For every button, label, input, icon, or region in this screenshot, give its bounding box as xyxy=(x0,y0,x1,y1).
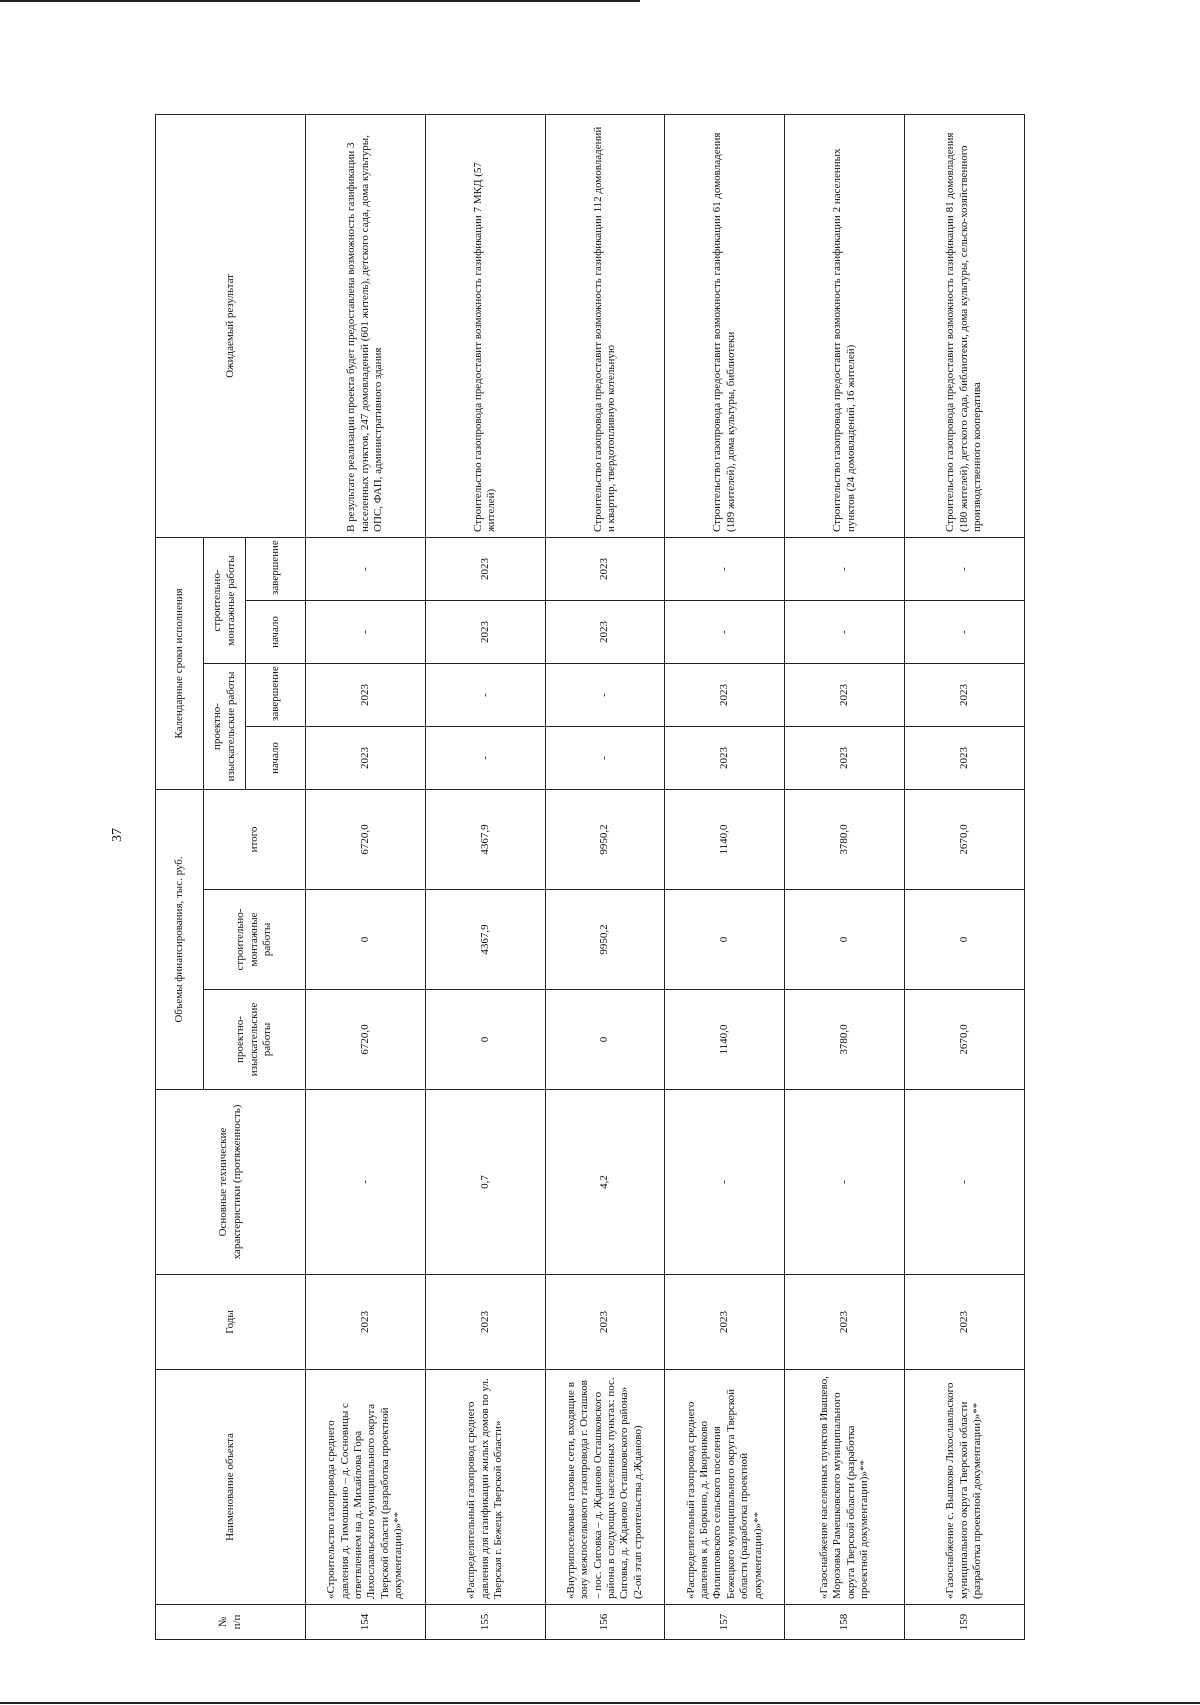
cell-years: 2023 xyxy=(665,1275,785,1370)
cell-fin-total: 9950,2 xyxy=(545,790,665,890)
header-result: Ожидаемый результат xyxy=(156,114,306,537)
header-smr-end: завершение xyxy=(246,537,306,600)
cell-tech: 0,7 xyxy=(425,1090,545,1275)
cell-years: 2023 xyxy=(785,1275,905,1370)
header-smr-start: начало xyxy=(246,601,306,664)
cell-name: «Строительство газопровода среднего давления д. Тимошкино – д. Сосновицы с ответвлением на д. Михайлова Гора Лихославльского муниципального округа Тверской области (разработка проектной документации)»** xyxy=(306,1370,426,1605)
cell-fin-construct: 0 xyxy=(785,890,905,990)
cell-pd-start: 2023 xyxy=(785,727,905,790)
cell-smr-start: 2023 xyxy=(545,601,665,664)
header-fin-design: проектно-изыскательские работы xyxy=(204,990,306,1090)
cell-fin-total: 1140,0 xyxy=(665,790,785,890)
cell-tech: - xyxy=(665,1090,785,1275)
cell-num: 155 xyxy=(425,1605,545,1640)
cell-pd-start: 2023 xyxy=(306,727,426,790)
cell-name: «Распределительный газопровод среднего давления к д. Боркино, д. Иворниково Филипповского сельского поселения Бежецкого муниципального округа Тверской области (разработка проектной документации)»** xyxy=(665,1370,785,1605)
cell-pd-start: - xyxy=(425,727,545,790)
cell-years: 2023 xyxy=(306,1275,426,1370)
table-row xyxy=(785,114,905,1639)
cell-pd-start: 2023 xyxy=(905,727,1025,790)
cell-result: Строительство газопровода предоставит возможность газификации 2 населенных пунктов (24 домовладений, 16 жителей) xyxy=(785,114,905,537)
header-name: Наименование объекта xyxy=(156,1370,306,1605)
cell-tech: - xyxy=(785,1090,905,1275)
cell-fin-total: 2670,0 xyxy=(905,790,1025,890)
cell-smr-end: 2023 xyxy=(425,537,545,600)
header-fin-total: итого xyxy=(204,790,306,890)
cell-num: 159 xyxy=(905,1605,1025,1640)
rotated-table-container xyxy=(155,115,1025,1640)
cell-fin-construct: 0 xyxy=(665,890,785,990)
cell-fin-construct: 0 xyxy=(306,890,426,990)
table-row xyxy=(425,114,545,1639)
cell-years: 2023 xyxy=(425,1275,545,1370)
cell-smr-start: 2023 xyxy=(425,601,545,664)
scan-edge-top xyxy=(0,0,640,2)
cell-num: 156 xyxy=(545,1605,665,1640)
header-num: № п/п xyxy=(156,1605,306,1640)
header-dates-construct: строительно-монтажные работы xyxy=(204,537,246,663)
cell-result: Строительство газопровода предоставит возможность газификации 7 МКД (57 жителей) xyxy=(425,114,545,537)
cell-smr-end: - xyxy=(785,537,905,600)
cell-pd-end: 2023 xyxy=(785,664,905,727)
cell-years: 2023 xyxy=(545,1275,665,1370)
cell-num: 154 xyxy=(306,1605,426,1640)
cell-smr-start: - xyxy=(785,601,905,664)
cell-fin-design: 1140,0 xyxy=(665,990,785,1090)
cell-name: «Внутрипоселковые газовые сети, входящие в зону межпоселкового газопровода г. Осташков – пос. Сиговка – д. Жданово Осташковского района в следующих населенных пунктах: пос. Сиговка, д. Жданово Осташковского района» (2-ой этап строительства д.Жданово) xyxy=(545,1370,665,1605)
header-finance: Объемы финансирования, тыс. руб. xyxy=(156,790,204,1090)
header-pd-end: завершение xyxy=(246,664,306,727)
cell-fin-construct: 9950,2 xyxy=(545,890,665,990)
cell-pd-end: - xyxy=(545,664,665,727)
cell-smr-start: - xyxy=(306,601,426,664)
cell-result: Строительство газопровода предоставит возможность газификации 81 домовладения (180 жителей), детского сада, библиотеки, дома культуры, сельско-хозяйственного производственного кооператива xyxy=(905,114,1025,537)
cell-pd-end: 2023 xyxy=(905,664,1025,727)
cell-name: «Распределительный газопровод среднего давления для газификации жилых домов по ул. Тверская г. Бежецк Тверской области» xyxy=(425,1370,545,1605)
cell-fin-design: 2670,0 xyxy=(905,990,1025,1090)
cell-pd-end: 2023 xyxy=(306,664,426,727)
cell-fin-total: 3780,0 xyxy=(785,790,905,890)
cell-pd-start: 2023 xyxy=(665,727,785,790)
header-years: Годы xyxy=(156,1275,306,1370)
cell-fin-total: 4367,9 xyxy=(425,790,545,890)
cell-tech: - xyxy=(306,1090,426,1275)
cell-smr-end: 2023 xyxy=(545,537,665,600)
cell-fin-design: 0 xyxy=(425,990,545,1090)
cell-smr-end: - xyxy=(665,537,785,600)
cell-smr-start: - xyxy=(905,601,1025,664)
cell-pd-end: 2023 xyxy=(665,664,785,727)
cell-name: «Газоснабжение населенных пунктов Ивашево, Морозовка Рамешковского муниципального округа Тверской области (разработка проектной документации)»** xyxy=(785,1370,905,1605)
header-pd-start: начало xyxy=(246,727,306,790)
cell-name: «Газоснабжение с. Вышково Лихославльского муниципального округа Тверской области (разработка проектной документации)»** xyxy=(905,1370,1025,1605)
page-number: 37 xyxy=(110,828,125,842)
cell-fin-design: 0 xyxy=(545,990,665,1090)
table-row xyxy=(905,114,1025,1639)
cell-years: 2023 xyxy=(905,1275,1025,1370)
cell-fin-total: 6720,0 xyxy=(306,790,426,890)
scan-edge-bottom xyxy=(0,1702,1200,1704)
cell-result: Строительство газопровода предоставит возможность газификации 61 домовладения (189 жителей), дома культуры, библиотеки xyxy=(665,114,785,537)
table-row xyxy=(545,114,665,1639)
cell-fin-construct: 0 xyxy=(905,890,1025,990)
table-row xyxy=(665,114,785,1639)
cell-smr-end: - xyxy=(905,537,1025,600)
cell-pd-start: - xyxy=(545,727,665,790)
gas-objects-table xyxy=(155,114,1025,1640)
header-dates: Календарные сроки исполнения xyxy=(156,537,204,789)
header-fin-construct: строительно-монтажные работы xyxy=(204,890,306,990)
cell-result: В результате реализации проекта будет предоставлена возможность газификации 3 населенных пунктов, 247 домовладений (601 житель), детского сада, дома культуры, ОПС, ФАП, административного здания xyxy=(306,114,426,537)
cell-pd-end: - xyxy=(425,664,545,727)
cell-fin-design: 3780,0 xyxy=(785,990,905,1090)
cell-result: Строительство газопровода предоставит возможность газификации 112 домовладений и квартир, твердотопливную котельную xyxy=(545,114,665,537)
cell-num: 158 xyxy=(785,1605,905,1640)
table-row xyxy=(306,114,426,1639)
cell-tech: - xyxy=(905,1090,1025,1275)
header-tech: Основные технические характеристики (протяженность) xyxy=(156,1090,306,1275)
cell-tech: 4,2 xyxy=(545,1090,665,1275)
cell-smr-end: - xyxy=(306,537,426,600)
cell-fin-design: 6720,0 xyxy=(306,990,426,1090)
cell-smr-start: - xyxy=(665,601,785,664)
cell-num: 157 xyxy=(665,1605,785,1640)
header-dates-design: проектно-изыскательские работы xyxy=(204,664,246,790)
cell-fin-construct: 4367,9 xyxy=(425,890,545,990)
